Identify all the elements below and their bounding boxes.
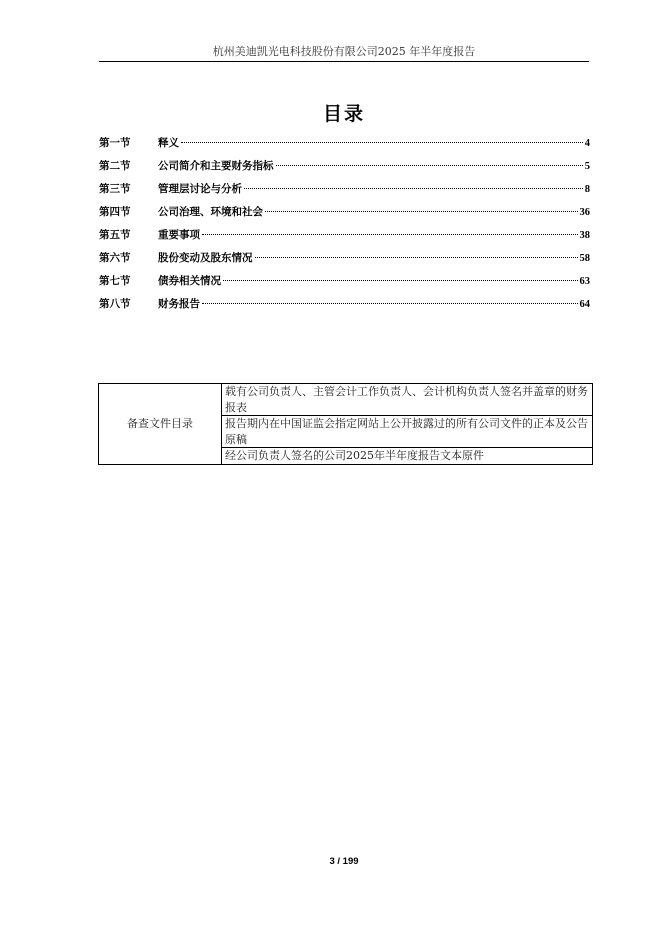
table-of-contents	[99, 135, 590, 319]
reference-files-table	[98, 383, 593, 465]
reference-file-item: 经公司负责人签名的公司2025年半年度报告文本原件	[222, 448, 593, 465]
toc-page-number: 63	[579, 276, 590, 287]
toc-section-name: 释义	[158, 137, 179, 149]
toc-section-name: 债券相关情况	[158, 275, 221, 287]
toc-entry[interactable]	[99, 296, 590, 319]
toc-page-number: 58	[579, 253, 590, 264]
reference-file-item: 载有公司负责人、主管会计工作负责人、会计机构负责人签名并盖章的财务报表	[222, 384, 593, 416]
toc-dot-leader	[202, 303, 578, 304]
page-header: 杭州美迪凯光电科技股份有限公司2025 年半年度报告	[212, 45, 476, 58]
toc-entry[interactable]	[99, 204, 590, 227]
toc-entry[interactable]	[99, 227, 590, 250]
toc-entry[interactable]	[99, 158, 590, 181]
table-row	[99, 384, 593, 416]
toc-page-number: 64	[579, 299, 590, 310]
toc-section-name: 公司治理、环境和社会	[158, 206, 263, 218]
toc-dot-leader	[244, 188, 583, 189]
toc-section-number: 第三节	[99, 183, 131, 195]
toc-dot-leader	[255, 257, 578, 258]
toc-section-name: 财务报告	[158, 298, 200, 310]
toc-dot-leader	[276, 165, 583, 166]
toc-entry[interactable]	[99, 250, 590, 273]
toc-section-number: 第五节	[99, 229, 131, 241]
toc-dot-leader	[181, 142, 583, 143]
toc-entry[interactable]	[99, 181, 590, 204]
toc-section-number: 第二节	[99, 160, 131, 172]
toc-section-name: 公司简介和主要财务指标	[158, 160, 274, 172]
header-divider	[99, 61, 589, 62]
toc-page-number: 4	[584, 138, 590, 149]
toc-section-number: 第八节	[99, 298, 131, 310]
toc-section-number: 第七节	[99, 275, 131, 287]
toc-section-name: 重要事项	[158, 229, 200, 241]
toc-page-number: 36	[579, 207, 590, 218]
toc-section-name: 股份变动及股东情况	[158, 252, 253, 264]
toc-entry[interactable]	[99, 273, 590, 296]
toc-section-number: 第四节	[99, 206, 131, 218]
toc-section-number: 第一节	[99, 137, 131, 149]
toc-entry[interactable]	[99, 135, 590, 158]
toc-title: 目录	[322, 103, 365, 125]
page-number: 3 / 199	[329, 856, 359, 867]
toc-dot-leader	[265, 211, 578, 212]
reference-file-item: 报告期内在中国证监会指定网站上公开披露过的所有公司文件的正本及公告原稿	[222, 416, 593, 448]
toc-page-number: 38	[579, 230, 590, 241]
toc-section-name: 管理层讨论与分析	[158, 183, 242, 195]
reference-files-label: 备查文件目录	[99, 384, 222, 465]
toc-page-number: 8	[584, 184, 590, 195]
toc-dot-leader	[223, 280, 578, 281]
toc-section-number: 第六节	[99, 252, 131, 264]
toc-dot-leader	[202, 234, 578, 235]
toc-page-number: 5	[584, 161, 590, 172]
